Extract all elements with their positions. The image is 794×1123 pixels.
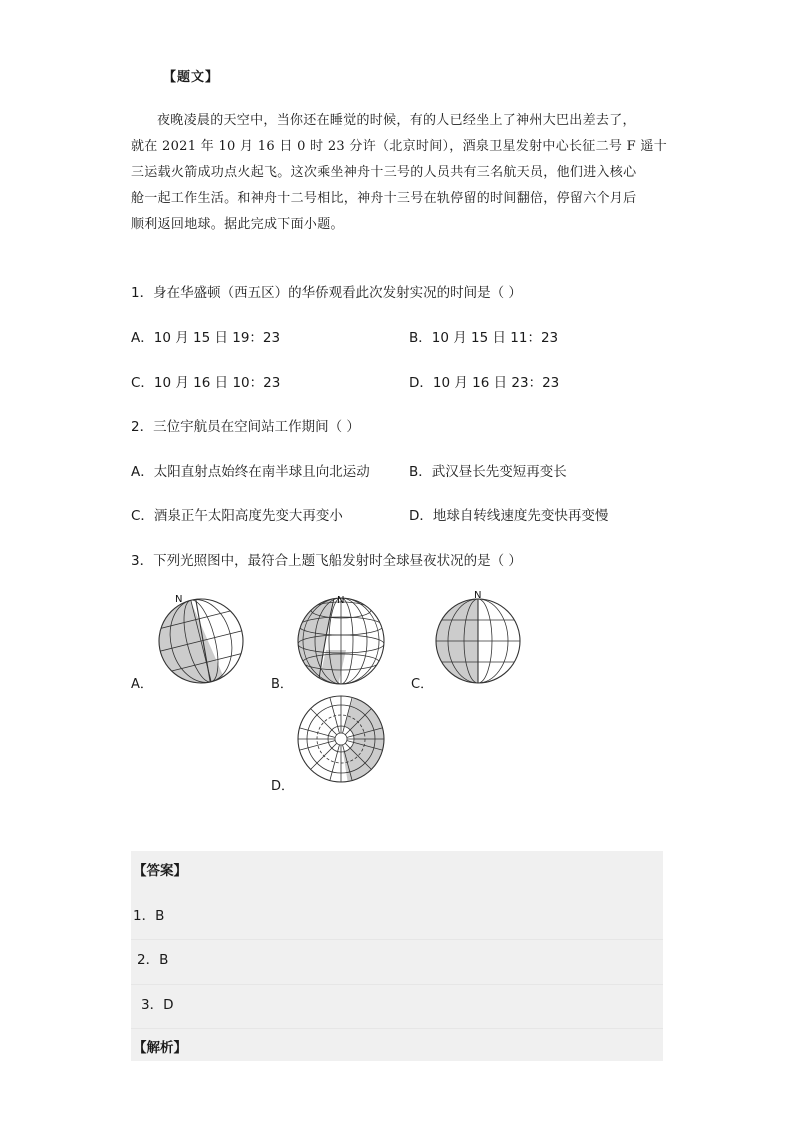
answer-2: 2．B: [137, 952, 169, 968]
answer-1: 1．B: [133, 908, 165, 924]
analysis-title: 【解析】: [133, 1040, 187, 1056]
question-2-option-c[interactable]: C．酒泉正午太阳高度先变大再变小: [131, 508, 343, 524]
north-label: N: [337, 595, 345, 606]
passage-line: 就在 2021 年 10 月 16 日 0 时 23 分许（北京时间），酒泉卫星发射中心长征二号 F 遥十: [131, 139, 667, 154]
section-label-tiwen: 【题文】: [163, 70, 220, 85]
question-1-option-c[interactable]: C．10 月 16 日 10：23: [131, 375, 281, 391]
question-2-option-b[interactable]: B．武汉昼长先变短再变长: [409, 464, 567, 480]
passage-line: 舱一起工作生活。和神舟十二号相比，神舟十三号在轨停留的时间翻倍，停留六个月后: [131, 191, 637, 206]
north-label: N: [474, 590, 482, 601]
globe-figure-a[interactable]: [155, 590, 247, 686]
question-1-stem: 1．身在华盛顿（西五区）的华侨观看此次发射实况的时间是（ ）: [131, 285, 522, 301]
reading-passage: [131, 108, 671, 238]
passage-line: 夜晚凌晨的天空中，当你还在睡觉的时候，有的人已经坐上了神州大巴出差去了，: [157, 113, 636, 128]
globe-figure-c[interactable]: [433, 590, 523, 686]
question-2-option-a[interactable]: A．太阳直射点始终在南半球且向北运动: [131, 464, 370, 480]
figure-b-label[interactable]: B．: [271, 677, 293, 692]
answer-section: [131, 851, 663, 1061]
globe-figure-b[interactable]: [294, 590, 388, 686]
question-2-stem: 2．三位宇航员在空间站工作期间（ ）: [131, 419, 360, 435]
answer-3: 3．D: [141, 997, 174, 1013]
question-1-option-a[interactable]: A．10 月 15 日 19：23: [131, 330, 281, 346]
figure-c-label[interactable]: C．: [411, 677, 434, 692]
passage-line: 三运载火箭成功点火起飞。这次乘坐神舟十三号的人员共有三名航天员，他们进入核心: [131, 165, 637, 180]
globe-figure-d[interactable]: [296, 694, 386, 784]
question-1-option-b[interactable]: B．10 月 15 日 11：23: [409, 330, 559, 346]
passage-line: 顺利返回地球。据此完成下面小题。: [131, 217, 344, 232]
north-label: N: [175, 594, 183, 605]
question-1-option-d[interactable]: D．10 月 16 日 23：23: [409, 375, 560, 391]
question-2-option-d[interactable]: D．地球自转线速度先变快再变慢: [409, 508, 609, 524]
question-3-stem: 3．下列光照图中，最符合上题飞船发射时全球昼夜状况的是（ ）: [131, 553, 522, 569]
answer-title: 【答案】: [133, 863, 187, 879]
figure-d-label[interactable]: D．: [271, 779, 295, 794]
figure-a-label[interactable]: A．: [131, 677, 153, 692]
